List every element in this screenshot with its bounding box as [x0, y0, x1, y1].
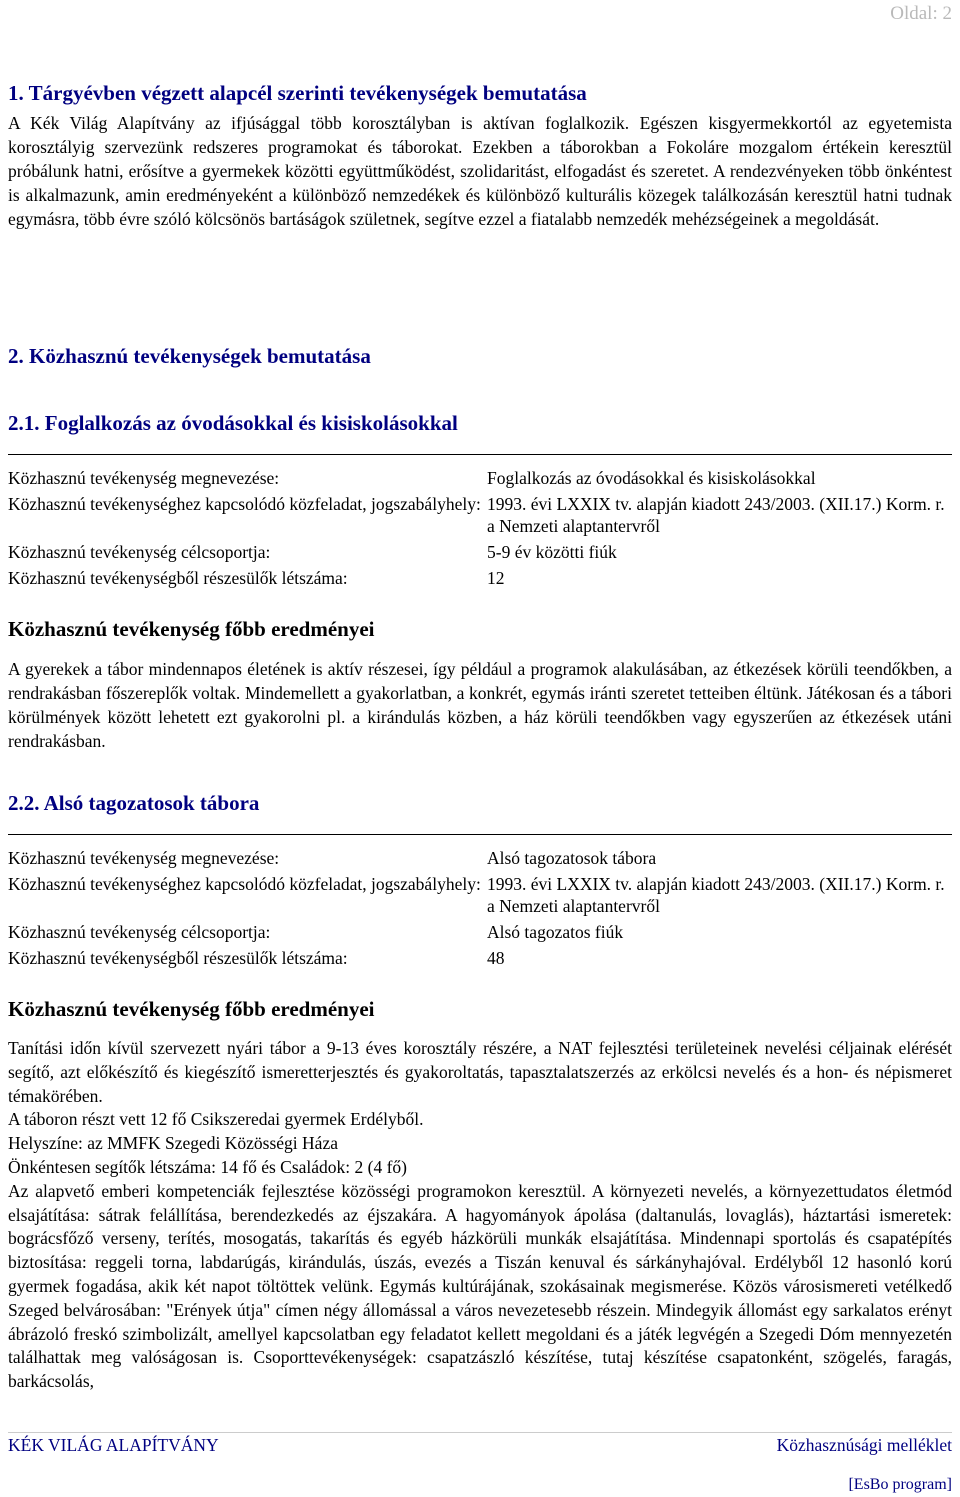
table-row	[8, 847, 952, 869]
info-label: Közhasznú tevékenység megnevezése:	[8, 468, 280, 488]
info-label: Közhasznú tevékenységből részesülők létszáma:	[8, 948, 348, 968]
table-row	[8, 467, 952, 489]
info-value: Alsó tagozatosok tábora	[487, 848, 657, 868]
results-paragraph: A táboron részt vett 12 fő Csikszeredai gyermek Erdélyből.	[8, 1109, 424, 1130]
table-row	[8, 489, 952, 537]
divider	[8, 454, 952, 455]
info-value: 12	[487, 568, 505, 588]
activity-1-results-heading: Közhasznú tevékenység főbb eredményei	[8, 617, 375, 641]
info-value: 48	[487, 948, 505, 968]
footer-organization: KÉK VILÁG ALAPÍTVÁNY	[8, 1435, 219, 1455]
table-row	[8, 563, 952, 589]
section-1-heading: 1. Tárgyévben végzett alapcél szerinti tevékenységek bemutatása	[8, 81, 587, 105]
info-label: Közhasznú tevékenységhez kapcsolódó közfeladat, jogszabályhely:	[8, 494, 481, 514]
table-row	[8, 537, 952, 563]
info-label: Közhasznú tevékenységből részesülők létszáma:	[8, 568, 348, 588]
activity-2-results	[8, 1037, 952, 1394]
info-label: Közhasznú tevékenység megnevezése:	[8, 848, 280, 868]
table-row	[8, 943, 952, 969]
activity-1-results: A gyerekek a tábor mindennapos életének is aktív részesei, így például a programok alakulásában, az étkezések körüli teendőkben, a rendrakásban főszereplők voltak. Mindemellett a gyakorlatban, a konkrét, egymás iránti szeretet tetteiben éltünk. Játékosan és a tábori körülmények között lehetett ezt gyakorolni pl. a kirándulás közben, a ház körüli teendőkben vagy egyszerűen az étkezések utáni rendrakásban.	[8, 659, 952, 751]
info-value: Alsó tagozatos fiúk	[487, 922, 624, 942]
info-value: 1993. évi LXXIX tv. alapján kiadott 243/2003. (XII.17.) Korm. r. a Nemzeti alaptantervről	[487, 874, 945, 916]
info-value: Foglalkozás az óvodásokkal és kisiskolásokkal	[487, 468, 816, 488]
section-2-heading: 2. Közhasznú tevékenységek bemutatása	[8, 344, 371, 368]
info-label: Közhasznú tevékenységhez kapcsolódó közfeladat, jogszabályhely:	[8, 874, 481, 894]
info-value: 5-9 év közötti fiúk	[487, 542, 617, 562]
page-footer	[8, 1432, 952, 1457]
footer-document-type: Közhasznúsági melléklet	[776, 1435, 952, 1455]
info-label: Közhasznú tevékenység célcsoportja:	[8, 542, 271, 562]
results-paragraph: Helyszíne: az MMFK Szegedi Közösségi Háza	[8, 1133, 338, 1154]
results-paragraph: Az alapvető emberi kompetenciák fejlesztése közösségi programokon keresztül. A környezeti nevelés, a környezettudatos életmód elsajátítása: sátrak felállítása, berendezkedés az éjszakára. A hagyományok ápolása (daltanulás, lovaglás), háztartási ismeretek: bográcsfőző verseny, terítés, mosogatás, takarítás és egyéb házkörüli munkák elsajátítása. Mindennapi sportolás és csapatépítés biztosítása: reggeli torna, labdarúgás, kirándulás, úszás, evezés a Tiszán kenuval és sárkányhajóval. Erdélyből 12 hasonló korú gyermek fogadása, akik két napot töltöttek velünk. Egymás kultúrájának, szokásainak megismerése. Közös városismereti vetélkedő Szeged belvárosában: "Erények útja" címen négy állomással a város nevezetesebb részein. Mindegyik állomást egy sarkalatos erényt ábrázoló freskó szimbolizált, amellyel kapcsolatban egy feladatot kellett megoldani és a játék legvégén a Szegedi Dóm mennyezetén találhattak meg valóságosan is. Csoporttevékenységek: csapatzászló készítése, tutaj készítése csapatonként, szögelés, faragás, barkácsolás,	[8, 1180, 952, 1392]
results-paragraph: Tanítási időn kívül szervezett nyári tábor a 9-13 éves korosztály részére, a NAT fejlesztési területeinek nevelési céljainak elérését segítő, azt előkészítő és kiegészítő ismeretterjesztés és gyakoroltatás, tapasztalatszerzés az erkölcsi nevelés és a hon- és népismeret témakörében.	[8, 1038, 952, 1106]
table-row	[8, 917, 952, 943]
activity-1-heading: 2.1. Foglalkozás az óvodásokkal és kisiskolásokkal	[8, 411, 458, 435]
section-1-paragraph: A Kék Világ Alapítvány az ifjúsággal több korosztályban is aktívan foglalkozik. Egészen kisgyermekkortól az egyetemista korosztályig szervezünk redszeres programokat és táborokat. Ezekben a táborokban a Fokoláre mozgalom értékein keresztül próbálunk hatni, erősítve a gyermekek közötti együttműködést, szolidaritást, elfogadást és szeretet. A rendezvényeken több önkéntest is alkalmazunk, amin eredményeként a különböző nemzedékek és különböző kulturális közegek találkozásán keresztül hatni tudnak egymásra, több évre szóló kölcsönös bartáságok születnek, segítve ezzel a fiatalabb nemzedék mehézségeinek a megoldását.	[8, 113, 952, 229]
footer-program: [EsBo program]	[848, 1476, 952, 1493]
info-label: Közhasznú tevékenység célcsoportja:	[8, 922, 271, 942]
divider	[8, 834, 952, 835]
activity-2-info-table	[8, 847, 952, 969]
activity-1-info-table	[8, 467, 952, 589]
table-row	[8, 869, 952, 917]
activity-2-heading: 2.2. Alsó tagozatosok tábora	[8, 791, 260, 815]
page-number: Oldal: 2	[890, 3, 952, 24]
results-paragraph: Önkéntesen segítők létszáma: 14 fő és Családok: 2 (4 fő)	[8, 1156, 407, 1177]
info-value: 1993. évi LXXIX tv. alapján kiadott 243/2003. (XII.17.) Korm. r. a Nemzeti alaptantervről	[487, 494, 945, 536]
activity-2-results-heading: Közhasznú tevékenység főbb eredményei	[8, 997, 375, 1021]
